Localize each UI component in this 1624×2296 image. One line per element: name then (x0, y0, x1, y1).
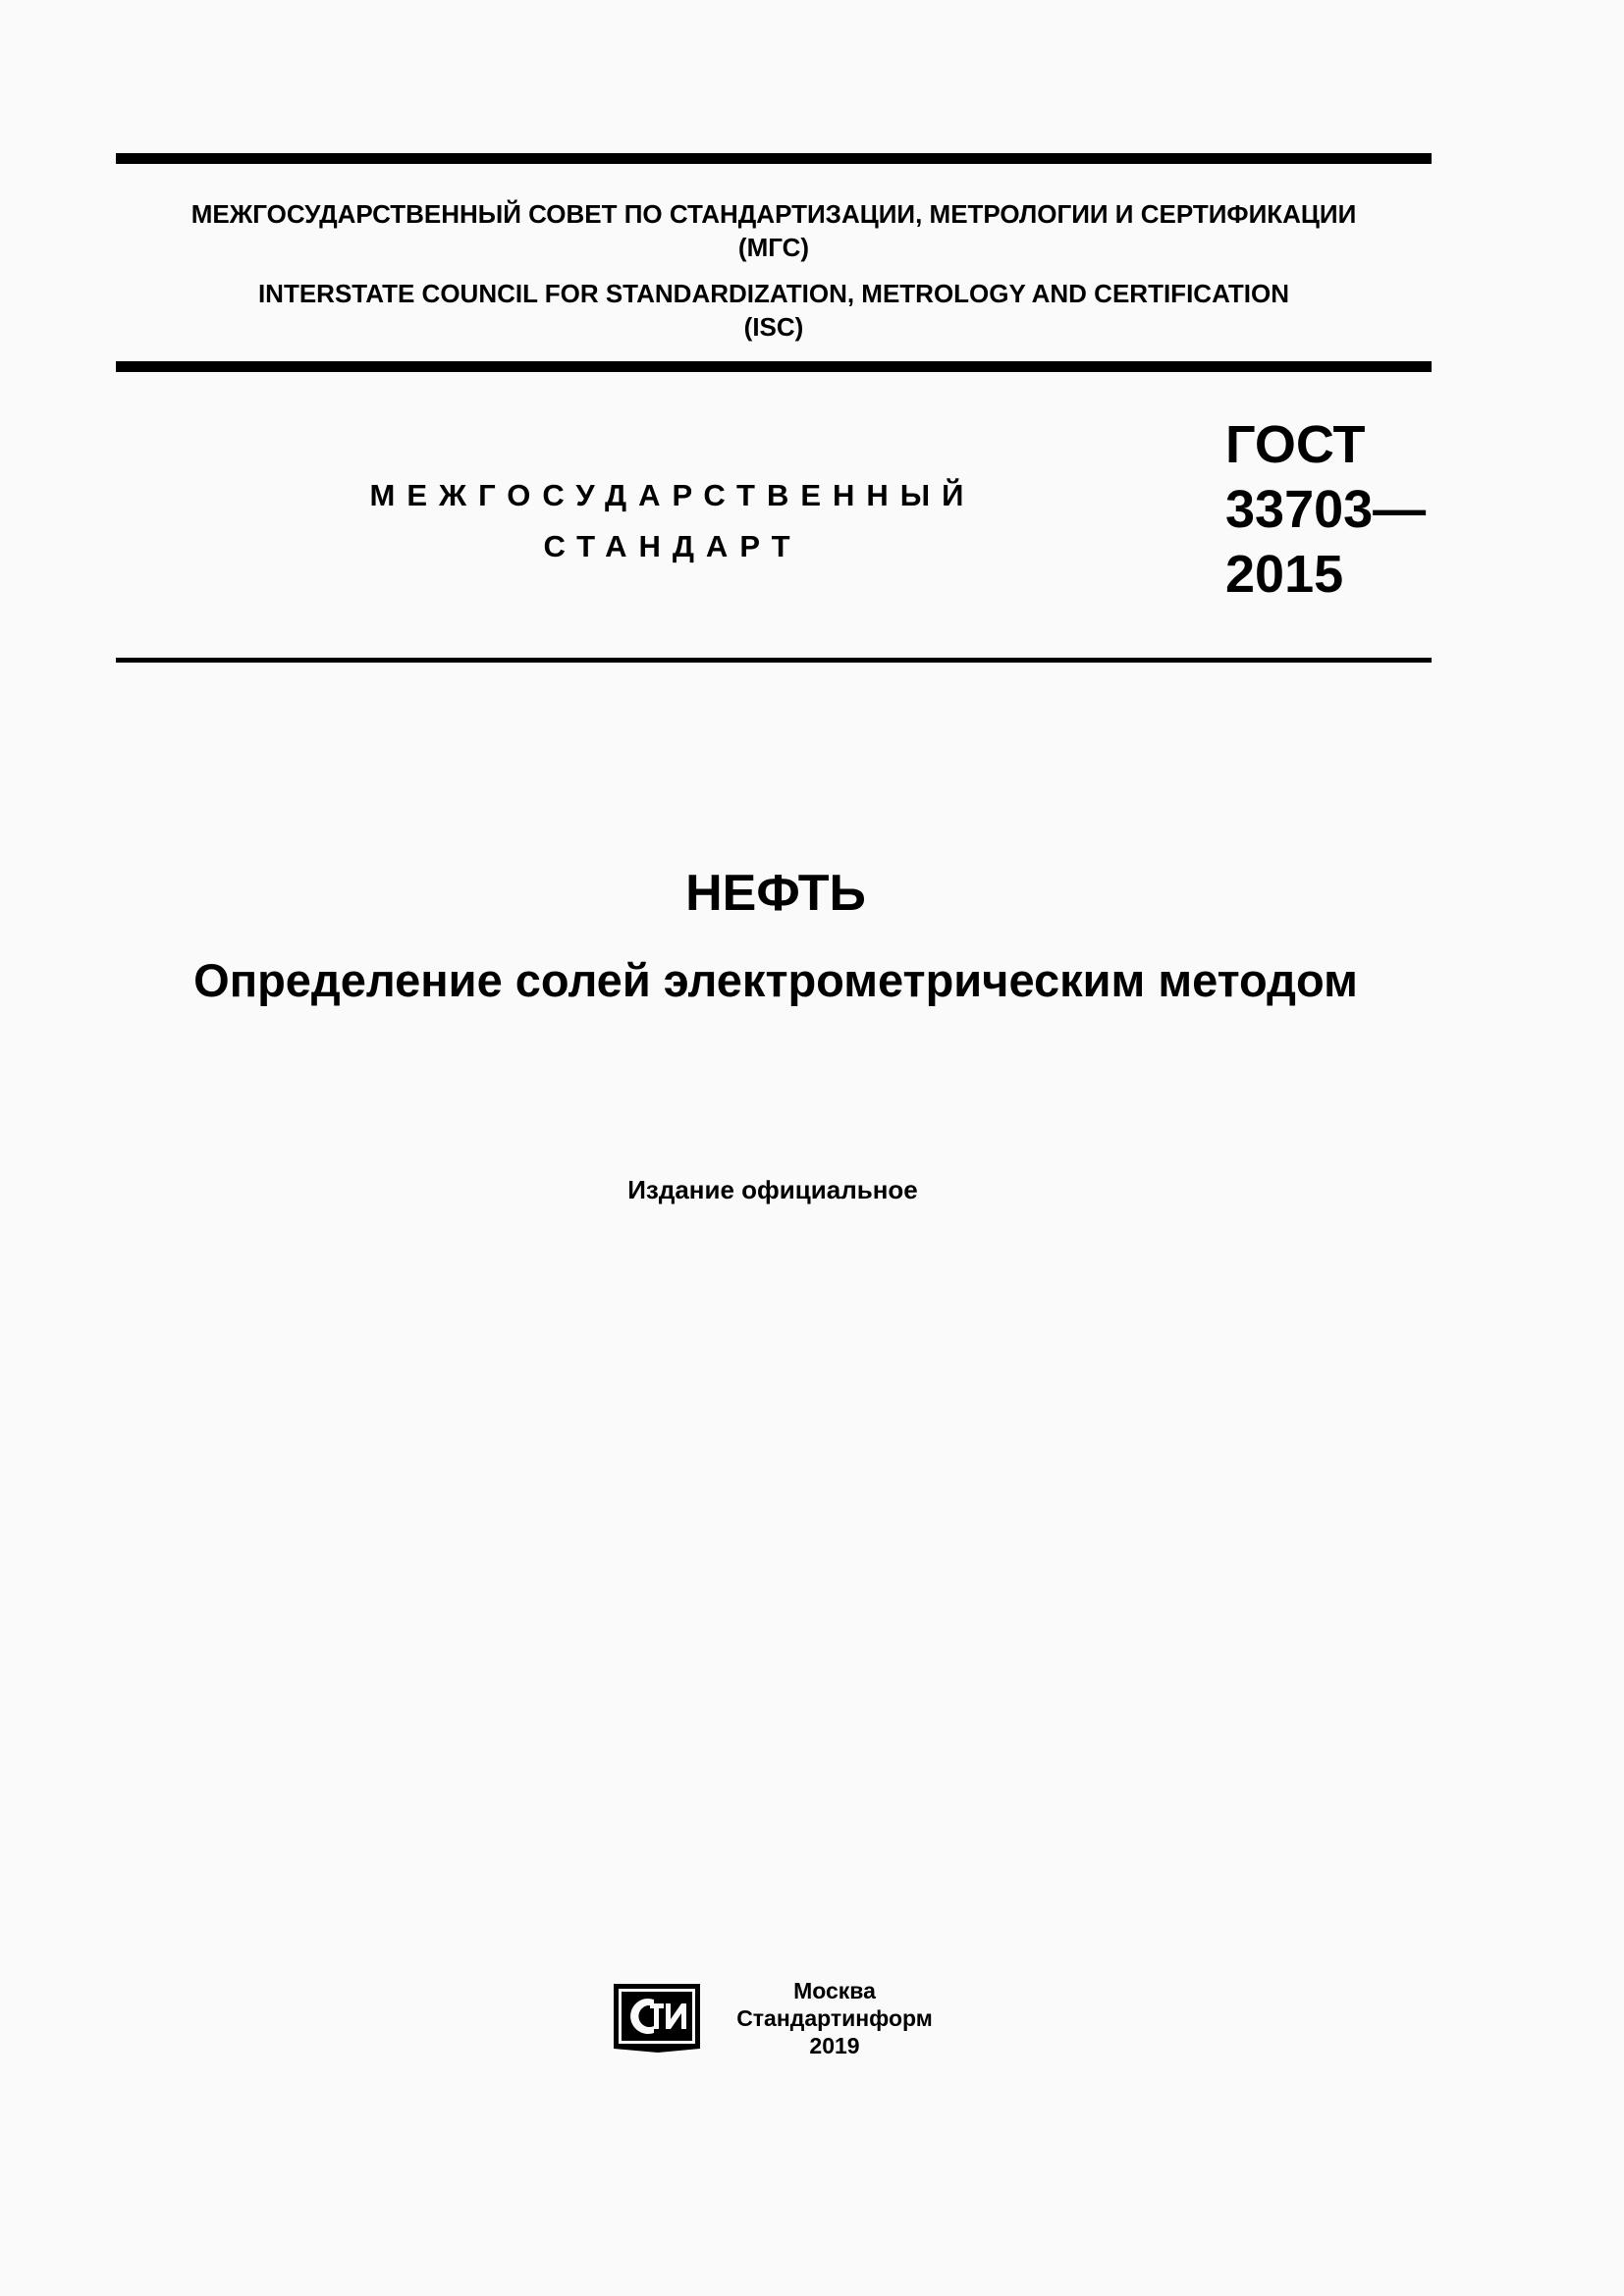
header-bottom-rule (116, 361, 1432, 372)
council-name-en (116, 277, 1432, 344)
standard-type-line2: СТАНДАРТ (543, 529, 802, 563)
council-abbr-en: (ISC) (743, 312, 804, 342)
gost-designation (1225, 412, 1441, 607)
standartinform-logo-icon (611, 1978, 705, 2055)
edition-label: Издание официальное (627, 1175, 918, 1204)
logo-letter-t-stem (654, 2003, 659, 2029)
standard-type-line1: МЕЖГОСУДАРСТВЕННЫЙ (369, 478, 976, 512)
council-name-en-text: INTERSTATE COUNCIL FOR STANDARDIZATION, METROLOGY AND CERTIFICATION (257, 279, 1290, 308)
gost-year: 2015 (1225, 545, 1344, 604)
logo-text: СТИ (658, 2055, 661, 2056)
publisher-name: Стандартинформ (736, 2005, 933, 2031)
council-name-ru (116, 197, 1432, 264)
publisher-imprint (712, 1977, 957, 2059)
publisher-city: Москва (793, 1978, 876, 2003)
gost-number: 33703— (1225, 480, 1427, 539)
council-abbr-ru: (МГС) (737, 233, 810, 262)
designation-bottom-rule (116, 658, 1432, 663)
document-subtitle: Определение солей электрометрическим методом (193, 954, 1358, 1006)
council-name-ru-text: МЕЖГОСУДАРСТВЕННЫЙ СОВЕТ ПО СТАНДАРТИЗАЦИИ, МЕТРОЛОГИИ И СЕРТИФИКАЦИИ (190, 199, 1357, 229)
header-top-rule (116, 153, 1432, 164)
publication-year: 2019 (809, 2033, 860, 2058)
document-title: НЕФТЬ (685, 865, 866, 922)
gost-prefix: ГОСТ (1225, 415, 1366, 474)
standard-type-label (295, 470, 1051, 572)
